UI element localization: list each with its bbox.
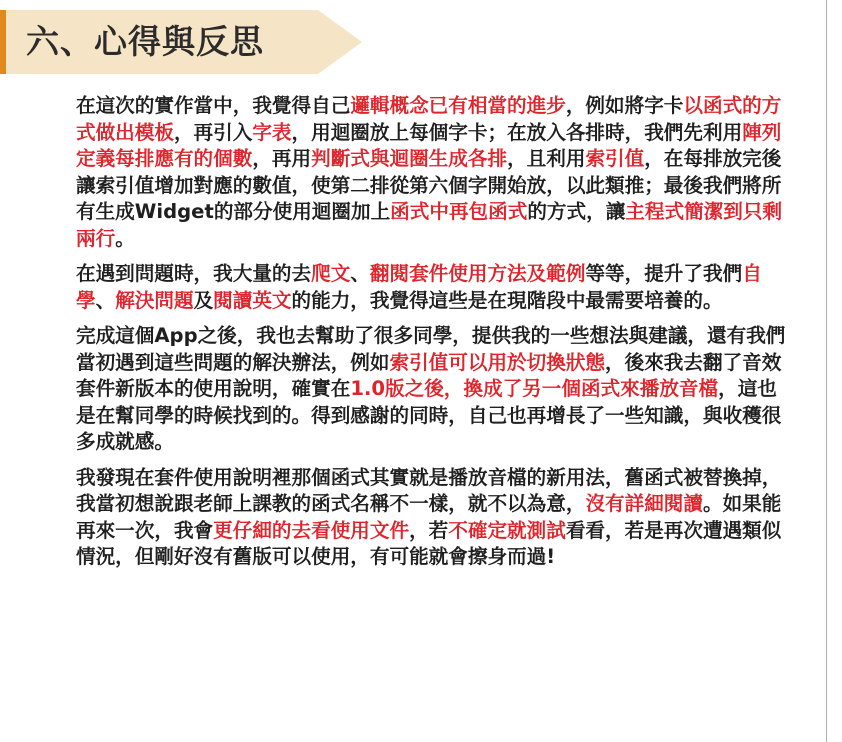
text-segment: ，這也是在幫同學的時候找到的。得到感謝的同時，自己也再增長了一些知識，與收穫很多成就感。 bbox=[76, 377, 782, 453]
text-segment: 。如果能再來一次，我會 bbox=[76, 492, 782, 542]
text-segment: ，且利用 bbox=[507, 147, 586, 170]
text-segment: 。 bbox=[115, 226, 135, 250]
highlighted-phrase: 索引值可以用於切換狀態 bbox=[389, 350, 606, 374]
text-segment: 等等，提升了我們 bbox=[585, 262, 743, 285]
text-segment: 完成這個App之後，我也去幫助了很多同學，提供我的一些想法與建議，還有我們當初遇到這些問題的解決辦法，例如 bbox=[76, 324, 786, 374]
text-segment: 我發現在套件使用說明裡那個函式其實就是播放音檔的新用法，舊函式被替換掉，我當初想說跟老師上課教的函式名稱不一樣，就不以為意， bbox=[76, 465, 782, 515]
text-segment: ，例如將字卡 bbox=[565, 94, 684, 117]
highlighted-phrase: 閱讀英文 bbox=[213, 288, 292, 312]
page-edge-rule bbox=[826, 0, 827, 742]
section-title: 六、心得與反思 bbox=[26, 22, 264, 61]
highlighted-phrase: 邏輯概念已有相當的進步 bbox=[350, 94, 566, 117]
text-segment: ，後來我去翻了音效套件新版本的使用說明，確實在 bbox=[76, 350, 782, 400]
paragraph-helping-classmates bbox=[76, 323, 788, 456]
highlighted-phrase: 函式中再包函式 bbox=[390, 200, 528, 223]
highlighted-phrase: 不確定就測試 bbox=[448, 518, 566, 542]
text-segment: 的能力，我覺得這些是在現階段中最需要培養的。 bbox=[291, 288, 723, 312]
highlighted-phrase: 以函式的方式做出模板 bbox=[76, 94, 782, 144]
highlighted-phrase: 判斷式與迴圈生成各排 bbox=[311, 147, 508, 170]
text-segment: 看看，若是再次遭遇類似情況，但剛好沒有舊版可以使用，有可能就會擦身而過! bbox=[76, 518, 782, 568]
highlighted-phrase: 爬文 bbox=[311, 262, 351, 285]
paragraph-problem-solving bbox=[76, 261, 788, 314]
text-segment: 、 bbox=[350, 262, 370, 285]
title-accent-bar bbox=[0, 10, 6, 74]
text-segment: ，若 bbox=[409, 518, 449, 542]
paragraph-lessons bbox=[76, 465, 788, 571]
text-segment: 的方式，讓 bbox=[527, 200, 626, 223]
highlighted-phrase: 沒有詳細閱讀 bbox=[585, 492, 703, 515]
text-segment: 及 bbox=[193, 288, 214, 312]
highlighted-phrase: 解決問題 bbox=[115, 288, 194, 312]
highlighted-phrase: 翻閱套件使用方法及範例 bbox=[369, 262, 586, 285]
highlighted-phrase: 1.0版之後，換成了另一個函式來播放音檔 bbox=[350, 377, 719, 400]
text-segment: 在遇到問題時，我大量的去 bbox=[76, 262, 312, 285]
highlighted-phrase: 更仔細的去看使用文件 bbox=[213, 518, 410, 542]
text-segment: 在這次的實作當中，我覺得自己 bbox=[76, 94, 351, 117]
highlighted-phrase: 自學 bbox=[76, 262, 762, 312]
paragraph-learning bbox=[76, 93, 788, 252]
text-segment: ，再用 bbox=[252, 147, 312, 170]
text-segment: 、 bbox=[95, 288, 116, 312]
highlighted-phrase: 陣列定義每排應有的個數 bbox=[76, 120, 782, 170]
highlighted-phrase: 索引值 bbox=[585, 147, 645, 170]
text-segment: ，在每排放完後讓索引值增加對應的數值，使第二排從第六個字開始放，以此類推；最後我們將所有生成Widget的部分使用迴圈加上 bbox=[76, 147, 782, 223]
text-segment: ，用迴圈放上每個字卡；在放入各排時，我們先利用 bbox=[291, 120, 743, 144]
highlighted-phrase: 主程式簡潔到只剩兩行 bbox=[76, 200, 783, 250]
text-segment: ，再引入 bbox=[173, 120, 253, 144]
highlighted-phrase: 字表 bbox=[252, 120, 292, 144]
reflection-body bbox=[76, 93, 788, 580]
